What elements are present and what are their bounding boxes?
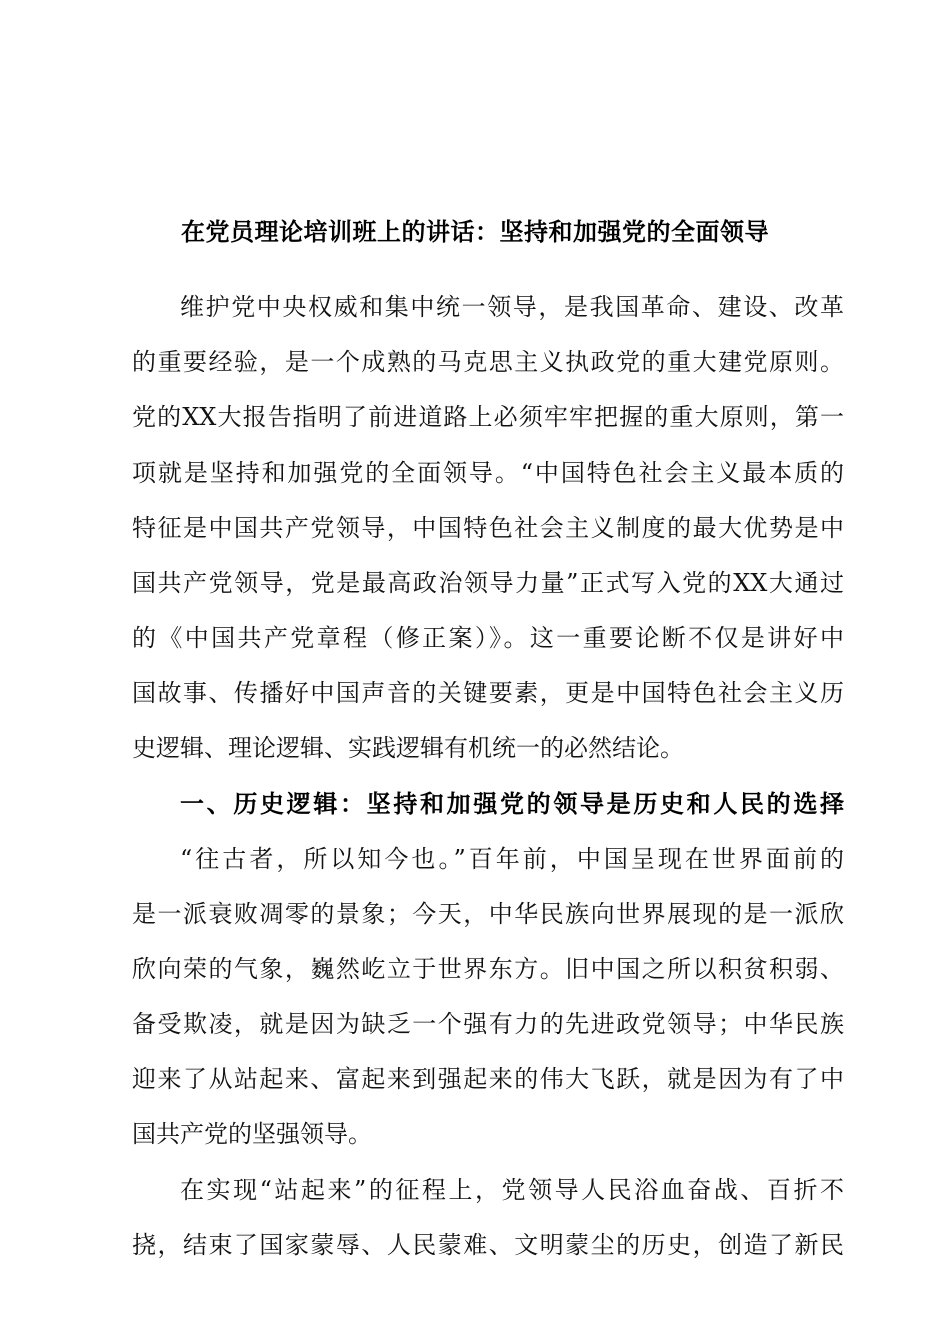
section-paragraph-1-line-6: 国共产党的坚强领导。 [132, 1120, 372, 1148]
paragraph-1-line-7: 的《中国共产党章程（修正案）》。这一重要论断不仅是讲好中 [132, 624, 844, 652]
paragraph-1-line-5: 特征是中国共产党领导，中国特色社会主义制度的最大优势是中 [132, 514, 844, 542]
section-heading: 一、历史逻辑：坚持和加强党的领导是历史和人民的选择 [180, 790, 844, 818]
paragraph-1-line-1: 维护党中央权威和集中统一领导，是我国革命、建设、改革 [180, 293, 844, 321]
paragraph-1-line-9: 史逻辑、理论逻辑、实践逻辑有机统一的必然结论。 [132, 734, 684, 762]
section-paragraph-1-line-3: 欣向荣的气象，巍然屹立于世界东方。旧中国之所以积贫积弱、 [132, 955, 844, 983]
paragraph-1-line-3: 党的XX大报告指明了前进道路上必须牢牢把握的重大原则，第一 [132, 403, 844, 431]
paragraph-1-line-2: 的重要经验，是一个成熟的马克思主义执政党的重大建党原则。 [132, 348, 844, 376]
section-paragraph-1-line-5: 迎来了从站起来、富起来到强起来的伟大飞跃，就是因为有了中 [132, 1065, 844, 1093]
section-paragraph-2-line-2: 挠，结束了国家蒙辱、人民蒙难、文明蒙尘的历史，创造了新民 [132, 1231, 844, 1259]
paragraph-1-line-6: 国共产党领导，党是最高政治领导力量”正式写入党的XX大通过 [132, 569, 844, 597]
document-title: 在党员理论培训班上的讲话：坚持和加强党的全面领导 [181, 218, 769, 246]
paragraph-1-line-8: 国故事、传播好中国声音的关键要素，更是中国特色社会主义历 [132, 679, 844, 707]
section-paragraph-1-line-4: 备受欺凌，就是因为缺乏一个强有力的先进政党领导；中华民族 [132, 1010, 844, 1038]
paragraph-1-line-4: 项就是坚持和加强党的全面领导。“中国特色社会主义最本质的 [132, 459, 844, 487]
section-paragraph-1-line-2: 是一派衰败凋零的景象；今天，中华民族向世界展现的是一派欣 [132, 900, 844, 928]
section-paragraph-2-line-1: 在实现“站起来”的征程上，党领导人民浴血奋战、百折不 [180, 1176, 844, 1204]
section-paragraph-1-line-1: “往古者，所以知今也。”百年前，中国呈现在世界面前的 [180, 845, 844, 873]
